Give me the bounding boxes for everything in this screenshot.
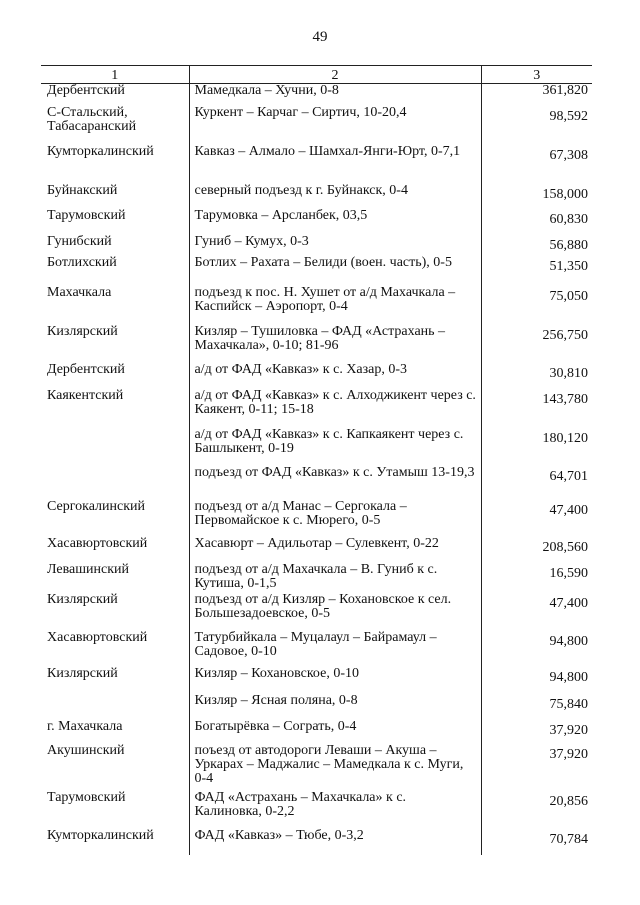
column-header-3: 3 [481, 66, 592, 84]
table-body [41, 84, 592, 855]
table-row [41, 184, 592, 209]
length-cell: 94,800 [549, 669, 588, 685]
table-row [41, 84, 592, 106]
table-row [41, 235, 592, 256]
road-cell: подъезд к пос. Н. Хушет от а/д Махачкала – Каспийск – Аэропорт, 0-4 [189, 286, 481, 325]
district-cell: Дербентский [47, 361, 125, 377]
road-cell: а/д от ФАД «Кавказ» к с. Капкаякент через с. Башлыкент, 0-19 [189, 428, 481, 466]
table-row [41, 593, 592, 631]
table-row [41, 667, 592, 694]
road-cell: северный подъезд к г. Буйнакск, 0-4 [189, 184, 481, 209]
district-cell: Хасавюртовский [47, 629, 148, 645]
road-cell: Ботлих – Рахата – Белиди (воен. часть), 0-5 [189, 256, 481, 286]
table-row [41, 500, 592, 537]
road-cell: ФАД «Кавказ» – Тюбе, 0-3,2 [189, 829, 481, 855]
length-cell: 94,800 [549, 633, 588, 649]
district-cell: С-Стальский, Табасаранский [47, 104, 137, 134]
road-cell: подъезд от а/д Махачкала – В. Гуниб к с. Кутиша, 0-1,5 [189, 563, 481, 593]
road-cell: а/д от ФАД «Кавказ» к с. Хазар, 0-3 [189, 363, 481, 389]
district-cell: Тарумовский [47, 207, 126, 223]
table-row [41, 363, 592, 389]
district-cell: Ботлихский [47, 254, 117, 270]
length-cell: 256,750 [542, 327, 588, 343]
table-row [41, 720, 592, 744]
length-cell: 75,840 [549, 696, 588, 712]
road-cell: подъезд от а/д Кизляр – Кохановское к сел. Большезадоевское, 0-5 [189, 593, 481, 631]
district-cell [41, 694, 189, 720]
page-number: 49 [312, 29, 328, 45]
road-cell: Кавказ – Алмало – Шамхал-Янги-Юрт, 0-7,1 [189, 145, 481, 184]
length-cell: 37,920 [549, 746, 588, 762]
road-cell: Кизляр – Ясная поляна, 0-8 [189, 694, 481, 720]
road-cell: Кизляр – Тушиловка – ФАД «Астрахань – Махачкала», 0-10; 81-96 [189, 325, 481, 363]
district-cell: Сергокалинский [47, 498, 146, 514]
table-row [41, 428, 592, 466]
district-cell: Кумторкалинский [47, 143, 154, 159]
district-cell [41, 466, 189, 500]
length-cell: 47,400 [549, 595, 588, 611]
table-row [41, 694, 592, 720]
district-cell [41, 428, 189, 466]
length-cell: 30,810 [549, 365, 588, 381]
length-cell: 158,000 [542, 186, 588, 202]
district-cell: Кумторкалинский [47, 827, 154, 843]
length-cell: 180,120 [542, 430, 588, 446]
length-cell: 16,590 [549, 565, 588, 581]
table-row [41, 209, 592, 235]
table-row [41, 791, 592, 829]
road-cell: ФАД «Астрахань – Махачкала» к с. Калиновка, 0-2,2 [189, 791, 481, 829]
district-cell: г. Махачкала [47, 718, 123, 734]
district-cell: Левашинский [47, 561, 130, 577]
length-cell: 75,050 [549, 288, 588, 304]
column-header-1: 1 [41, 66, 189, 84]
length-cell: 208,560 [542, 539, 588, 555]
column-header-2: 2 [189, 66, 481, 84]
district-cell: Каякентский [47, 387, 124, 403]
district-cell: Дербентский [47, 83, 125, 98]
road-cell: Богатырёвка – Сограть, 0-4 [189, 720, 481, 744]
table-row [41, 389, 592, 428]
district-cell: Кизлярский [47, 323, 118, 339]
length-cell: 56,880 [549, 237, 588, 253]
table-header-row [41, 66, 592, 84]
table-row [41, 631, 592, 667]
district-cell: Гунибский [47, 233, 112, 249]
table-row [41, 106, 592, 145]
road-cell: Куркент – Карчаг – Сиртич, 10-20,4 [189, 106, 481, 145]
district-cell: Кизлярский [47, 591, 118, 607]
road-cell: подъезд от а/д Манас – Сергокала – Первомайское к с. Мюрего, 0-5 [189, 500, 481, 537]
table-row [41, 256, 592, 286]
length-cell: 47,400 [549, 502, 588, 518]
table-row [41, 286, 592, 325]
length-cell: 67,308 [549, 147, 588, 163]
table-row [41, 537, 592, 563]
table-row [41, 325, 592, 363]
road-cell: подъезд от ФАД «Кавказ» к с. Утамыш 13-19,3 [189, 466, 481, 500]
road-cell: Татурбийкала – Муцалаул – Байрамаул – Садовое, 0-10 [189, 631, 481, 667]
table-row [41, 145, 592, 184]
length-cell: 98,592 [549, 108, 588, 124]
road-cell: Гуниб – Кумух, 0-3 [189, 235, 481, 256]
district-cell: Кизлярский [47, 665, 118, 681]
road-cell: Тарумовка – Арсланбек, 03,5 [189, 209, 481, 235]
length-cell: 60,830 [549, 211, 588, 227]
district-cell: Буйнакский [47, 182, 118, 198]
length-cell: 143,780 [542, 391, 588, 407]
roads-table [41, 65, 592, 855]
table-row [41, 563, 592, 593]
table-row [41, 829, 592, 855]
road-cell: Мамедкала – Хучни, 0-8 [189, 84, 481, 106]
road-cell: Кизляр – Кохановское, 0-10 [189, 667, 481, 694]
district-cell: Махачкала [47, 284, 112, 300]
road-cell: Хасавюрт – Адильотар – Сулевкент, 0-22 [189, 537, 481, 563]
table-row [41, 744, 592, 791]
district-cell: Тарумовский [47, 789, 126, 805]
length-cell: 361,820 [542, 83, 588, 98]
district-cell: Акушинский [47, 742, 125, 758]
table-row [41, 466, 592, 500]
length-cell: 64,701 [549, 468, 588, 484]
length-cell: 51,350 [549, 258, 588, 274]
road-cell: а/д от ФАД «Кавказ» к с. Алходжикент через с. Каякент, 0-11; 15-18 [189, 389, 481, 428]
road-cell: поъезд от автодороги Леваши – Акуша – Уркарах – Маджалис – Мамедкала к с. Муги, 0-4 [189, 744, 481, 791]
length-cell: 37,920 [549, 722, 588, 738]
district-cell: Хасавюртовский [47, 535, 148, 551]
length-cell: 70,784 [549, 831, 588, 847]
length-cell: 20,856 [549, 793, 588, 809]
